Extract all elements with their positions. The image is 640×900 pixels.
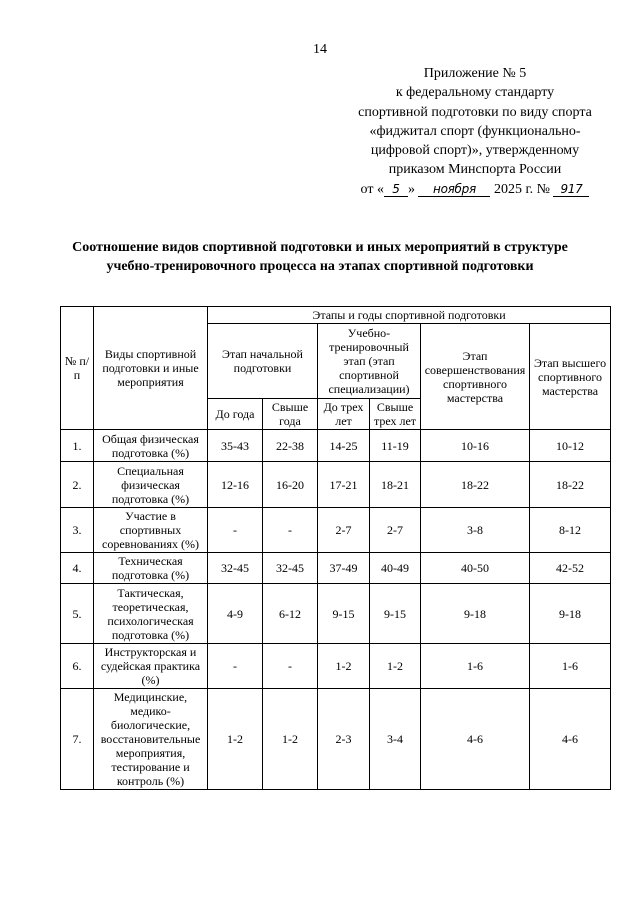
row-activity-name: Специальная физическая подготовка (%) bbox=[94, 462, 208, 508]
row-value-cell: 40-50 bbox=[421, 553, 530, 584]
row-value-cell: 32-45 bbox=[208, 553, 263, 584]
table-row bbox=[61, 430, 611, 462]
row-value-cell: 18-22 bbox=[421, 462, 530, 508]
title-line-2: учебно-тренировочного процесса на этапах спортивной подготовки bbox=[106, 259, 534, 274]
row-value-cell: 2-7 bbox=[370, 508, 421, 553]
appendix-header bbox=[340, 64, 610, 199]
row-activity-name: Общая физическая подготовка (%) bbox=[94, 430, 208, 462]
row-value-cell: 2-3 bbox=[318, 689, 370, 790]
row-value-cell: - bbox=[263, 508, 318, 553]
table-row bbox=[61, 553, 611, 584]
order-number-handwritten: 917 bbox=[553, 182, 589, 197]
header-up-to-three-years: До трех лет bbox=[318, 399, 370, 430]
row-number: 6. bbox=[61, 644, 94, 689]
row-value-cell: 2-7 bbox=[318, 508, 370, 553]
header-improvement-stage: Этап совершенствования спортивного мастерства bbox=[421, 324, 530, 430]
row-value-cell: 18-21 bbox=[370, 462, 421, 508]
row-activity-name: Инструкторская и судейская практика (%) bbox=[94, 644, 208, 689]
table-row bbox=[61, 644, 611, 689]
row-value-cell: - bbox=[208, 508, 263, 553]
page-number: 14 bbox=[313, 42, 327, 57]
row-value-cell: 1-2 bbox=[370, 644, 421, 689]
table-row bbox=[61, 584, 611, 644]
table-body bbox=[61, 430, 611, 790]
row-value-cell: 22-38 bbox=[263, 430, 318, 462]
date-year: 2025 г. № bbox=[493, 181, 550, 197]
row-value-cell: 42-52 bbox=[530, 553, 611, 584]
row-value-cell: 10-12 bbox=[530, 430, 611, 462]
title-line-1: Соотношение видов спортивной подготовки и иных мероприятий в структуре bbox=[72, 240, 568, 255]
row-activity-name: Тактическая, теоретическая, психологическая подготовка (%) bbox=[94, 584, 208, 644]
row-value-cell: 35-43 bbox=[208, 430, 263, 462]
row-value-cell: 3-8 bbox=[421, 508, 530, 553]
header-over-three-years: Свыше трех лет bbox=[370, 399, 421, 430]
row-value-cell: 9-18 bbox=[421, 584, 530, 644]
training-ratio-table bbox=[60, 306, 611, 790]
appendix-line-4: «фиджитал спорт (функционально- bbox=[369, 123, 581, 139]
row-value-cell: 1-2 bbox=[318, 644, 370, 689]
table-row bbox=[61, 508, 611, 553]
row-value-cell: 12-16 bbox=[208, 462, 263, 508]
row-value-cell: 4-6 bbox=[421, 689, 530, 790]
appendix-date-line bbox=[340, 180, 610, 199]
header-over-year: Свыше года bbox=[263, 399, 318, 430]
row-number: 5. bbox=[61, 584, 94, 644]
row-value-cell: 9-15 bbox=[318, 584, 370, 644]
row-value-cell: 18-22 bbox=[530, 462, 611, 508]
appendix-line-5: цифровой спорт)», утвержденному bbox=[370, 143, 580, 159]
row-value-cell: 9-15 bbox=[370, 584, 421, 644]
row-value-cell: 1-2 bbox=[263, 689, 318, 790]
row-value-cell: 11-19 bbox=[370, 430, 421, 462]
row-value-cell: 17-21 bbox=[318, 462, 370, 508]
row-value-cell: 10-16 bbox=[421, 430, 530, 462]
header-num: № п/п bbox=[61, 307, 94, 430]
row-value-cell: 9-18 bbox=[530, 584, 611, 644]
header-training-stage: Учебно-тренировочный этап (этап спортивной специализации) bbox=[318, 324, 421, 399]
row-value-cell: - bbox=[263, 644, 318, 689]
table-row bbox=[61, 462, 611, 508]
table-row bbox=[61, 689, 611, 790]
row-value-cell: 37-49 bbox=[318, 553, 370, 584]
row-value-cell: 4-6 bbox=[530, 689, 611, 790]
row-value-cell: 1-6 bbox=[530, 644, 611, 689]
row-value-cell: 4-9 bbox=[208, 584, 263, 644]
row-number: 2. bbox=[61, 462, 94, 508]
row-value-cell: 32-45 bbox=[263, 553, 318, 584]
header-highest-stage: Этап высшего спортивного мастерства bbox=[530, 324, 611, 430]
header-initial-stage: Этап начальной подготовки bbox=[208, 324, 318, 399]
row-value-cell: 1-6 bbox=[421, 644, 530, 689]
row-value-cell: 40-49 bbox=[370, 553, 421, 584]
row-number: 1. bbox=[61, 430, 94, 462]
date-day-handwritten: 5 bbox=[384, 182, 408, 197]
row-value-cell: 6-12 bbox=[263, 584, 318, 644]
header-kinds: Виды спортивной подготовки и иные мероприятия bbox=[94, 307, 208, 430]
row-value-cell: 16-20 bbox=[263, 462, 318, 508]
document-title bbox=[30, 238, 610, 276]
row-value-cell: 1-2 bbox=[208, 689, 263, 790]
row-activity-name: Техническая подготовка (%) bbox=[94, 553, 208, 584]
date-mid: » bbox=[407, 181, 415, 197]
date-month-handwritten: ноября bbox=[418, 182, 490, 197]
row-value-cell: 3-4 bbox=[370, 689, 421, 790]
appendix-line-1: Приложение № 5 bbox=[423, 66, 527, 81]
appendix-line-3: спортивной подготовки по виду спорта bbox=[358, 104, 592, 120]
appendix-line-6: приказом Минспорта России bbox=[388, 162, 562, 178]
appendix-line-2: к федеральному стандарту bbox=[395, 85, 555, 101]
date-prefix: от « bbox=[360, 181, 384, 197]
row-value-cell: 8-12 bbox=[530, 508, 611, 553]
row-number: 7. bbox=[61, 689, 94, 790]
row-activity-name: Медицинские, медико-биологические, восстановительные мероприятия, тестирование и контроль (%) bbox=[94, 689, 208, 790]
header-up-to-year: До года bbox=[208, 399, 263, 430]
row-value-cell: - bbox=[208, 644, 263, 689]
row-value-cell: 14-25 bbox=[318, 430, 370, 462]
header-stages-years: Этапы и годы спортивной подготовки bbox=[208, 307, 611, 324]
row-number: 3. bbox=[61, 508, 94, 553]
row-activity-name: Участие в спортивных соревнованиях (%) bbox=[94, 508, 208, 553]
row-number: 4. bbox=[61, 553, 94, 584]
